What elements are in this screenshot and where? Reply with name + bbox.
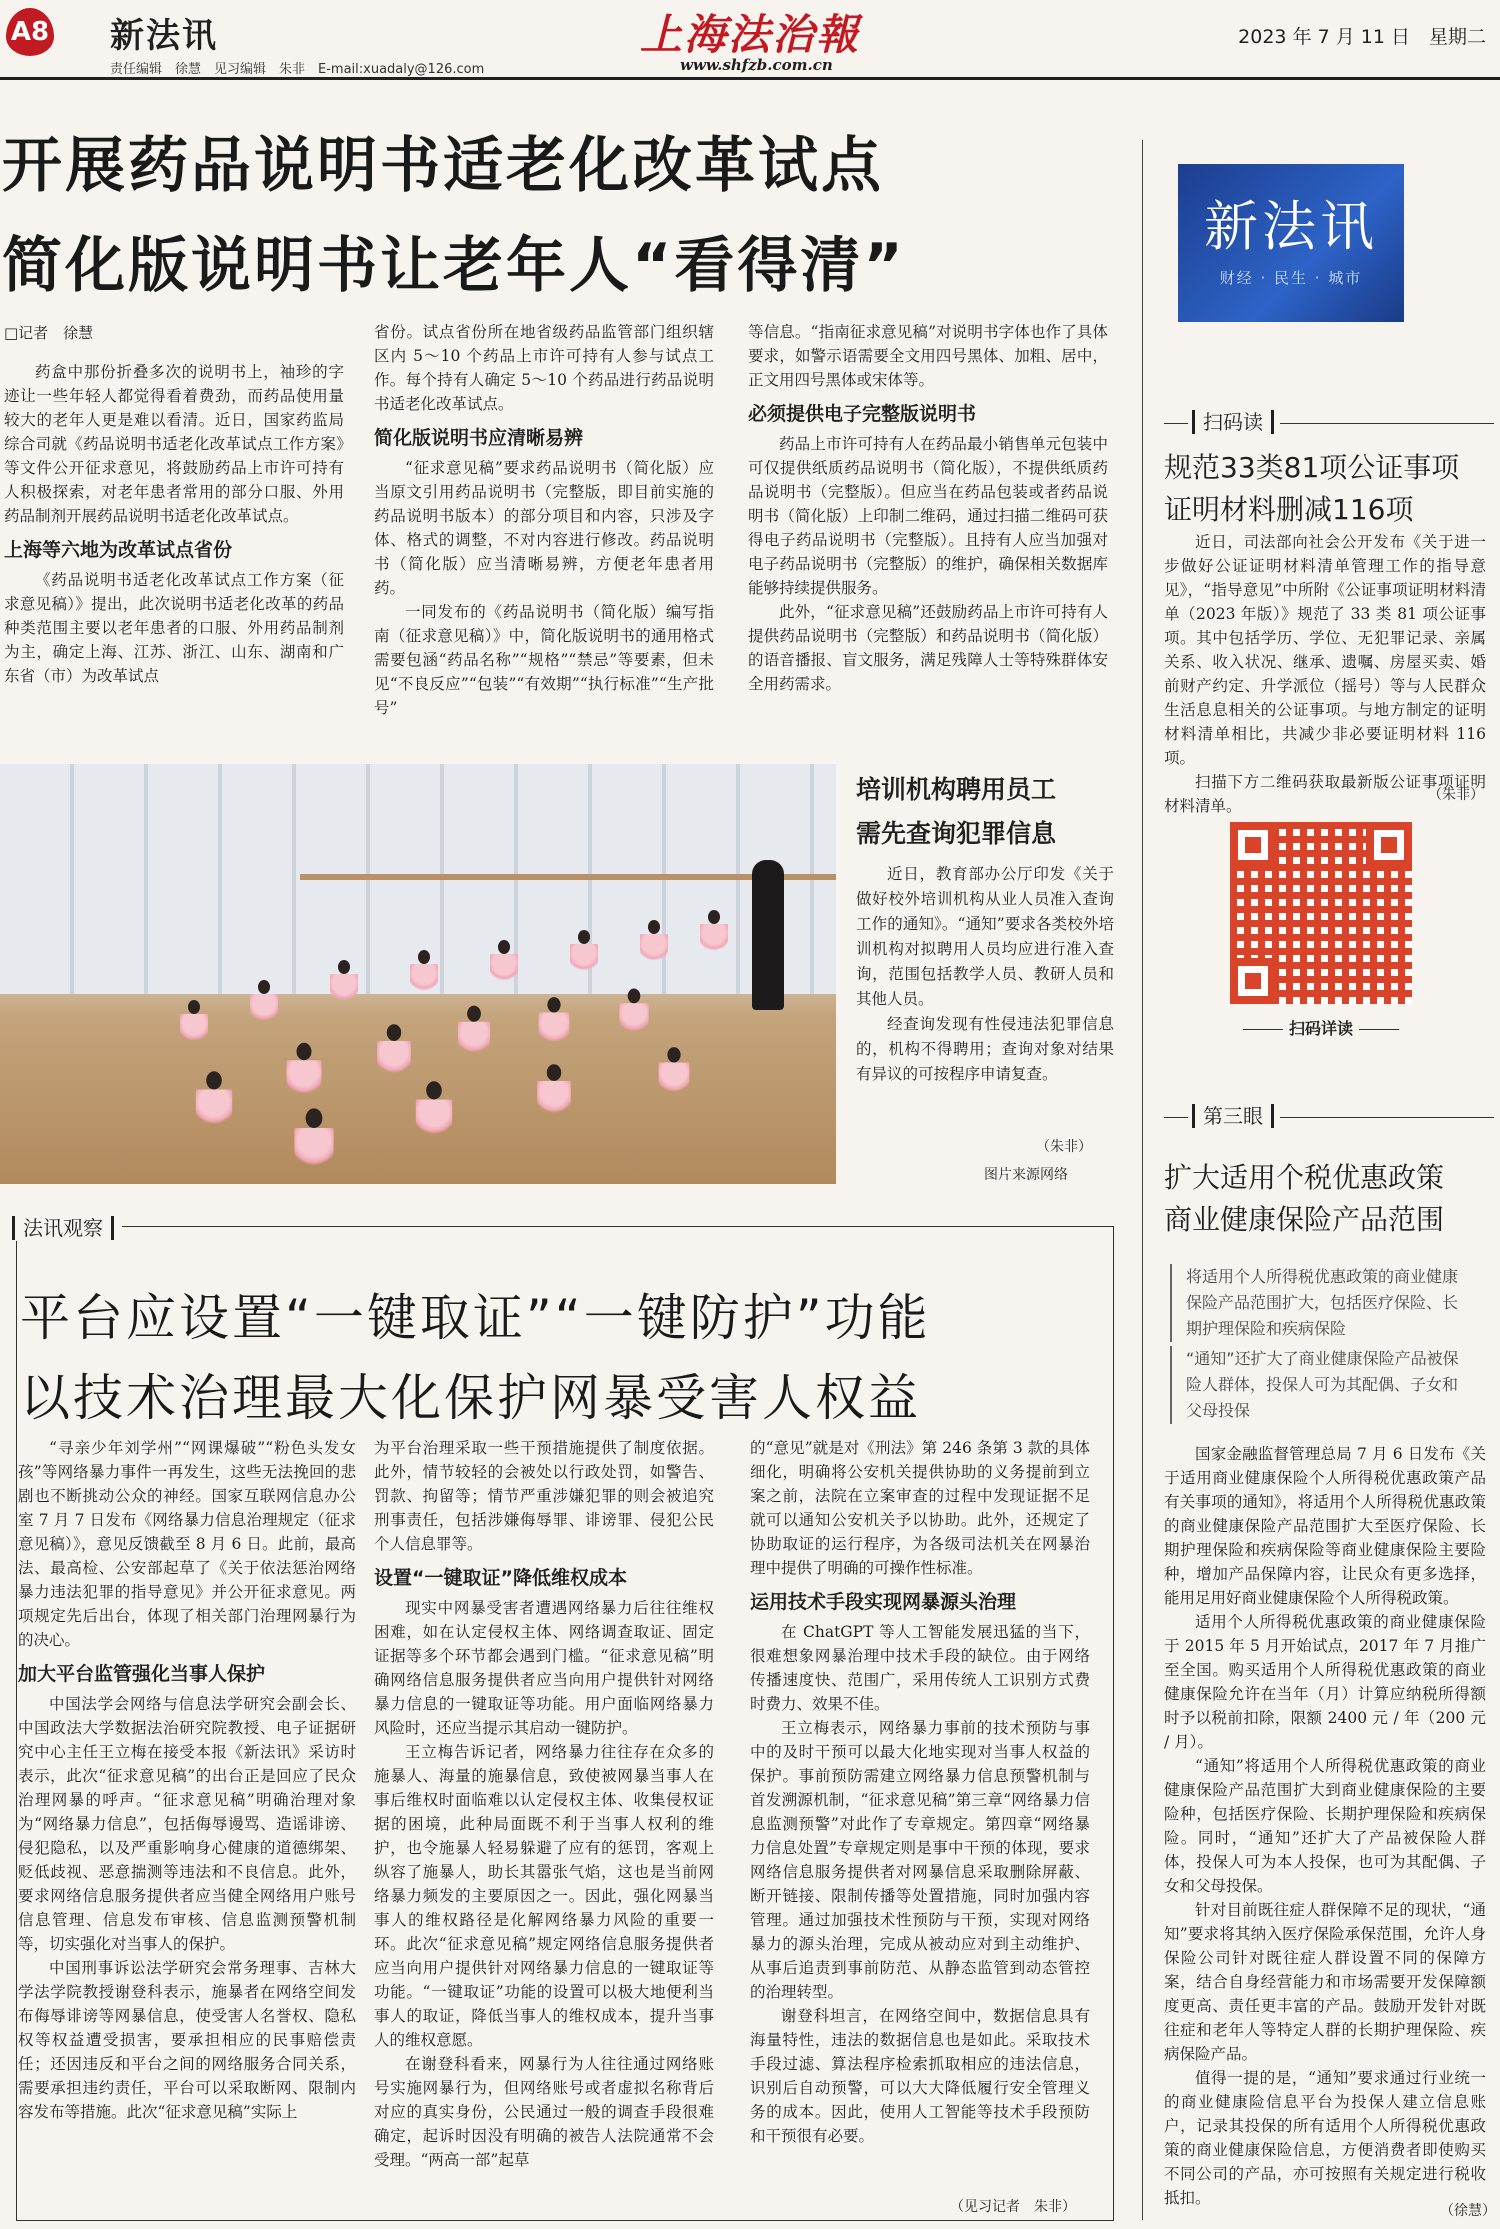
column-text-1 <box>18 1436 356 2124</box>
third-eye-body <box>1164 1442 1486 2210</box>
third-eye-title-1: 扩大适用个税优惠政策 <box>1164 1161 1445 1194</box>
paragraph: 《药品说明书适老化改革试点工作方案（征求意见稿）》提出，此次说明书适老化改革的药品种类范围主要以老年患者的口服、外用药品制剂为主，确定上海、江苏、浙江、山东、湖南和广东省（市）为改革试点 <box>4 571 344 685</box>
subheading: 加大平台监管强化当事人保护 <box>18 1663 266 1685</box>
paragraph: “通知”将适用个人所得税优惠政策的商业健康保险产品范围扩大到商业健康保险的主要险种，包括医疗保险、长期护理保险和疾病保险。同时，“通知”还扩大了产品被保险人群体，投保人可为本人投保，也可为其配偶、子女和父母投保。 <box>1164 1757 1486 1895</box>
paragraph: 近日，教育部办公厅印发《关于做好校外培训机构从业人员准入查询工作的通知》。“通知”要求各类校外培训机构对拟聘用人员均应进行准入查询，范围包括教学人员、教研人员和其他人员。 <box>856 865 1114 1008</box>
lead-column-3 <box>748 320 1108 696</box>
paragraph: 谢登科坦言，在网络空间中，数据信息具有海量特性，违法的数据信息也是如此。采取技术手段过滤、算法程序检索抓取相应的违法信息，识别后自动预警，可以大大降低履行安全管理义务的成本。因此，使用人工智能等技术手段预防和干预很有必要。 <box>750 2007 1090 2145</box>
third-eye-signature: （徐慧） <box>1440 2203 1496 2219</box>
paragraph: 近日，司法部向社会公开发布《关于进一步做好公证证明材料清单管理工作的指导意见》，“指导意见”中所附《公证事项证明材料清单（2023 年版）》规范了 33 类 81 项公证事项。其中包括学历、学位、无犯罪记录、亲属关系、收入状况、继承、遗嘱、房屋买卖、婚前财产约定、升学派位（摇号）等与人民群众生活息息相关的公证事项。与地方制定的证明材料清单相比，共减少非必要证明材料 116 项。 <box>1164 533 1486 767</box>
column-text-3 <box>750 1436 1090 2148</box>
subheading: 运用技术手段实现网暴源头治理 <box>750 1591 1017 1613</box>
third-eye-label <box>1164 1100 1494 1129</box>
paragraph: 针对目前既往症人群保障不足的现状，“通知”要求将其纳入医疗保险承保范围，允许人身保险公司针对既往症人群设置不同的保障方案，结合自身经营能力和市场需要开发保障额度更高、责任更丰富的产品。鼓励开发针对既往症和老年人等特定人群的长期护理保险、疾病保险产品。 <box>1164 1901 1486 2063</box>
paragraph: 现实中网暴受害者遭遇网络暴力后往往维权困难，如在认定侵权主体、网络调查取证、固定证据等多个环节都会遇到门槛。“征求意见稿”明确网络信息服务提供者应当向用户提供针对网络暴力信息的一键取证等功能。用户面临网络暴力风险时，还应当提示其启动一键防护。 <box>374 1599 714 1737</box>
column-text-2 <box>374 1436 714 2172</box>
paragraph: 扫描下方二维码获取最新版公证事项证明材料清单。 <box>1164 773 1486 815</box>
paragraph: 省份。试点省份所在地省级药品监管部门组织辖区内 5～10 个药品上市许可持有人参与试点工作。每个持有人确定 5～10 个药品进行药品说明书适老化改革试点。 <box>374 323 714 413</box>
newspaper-masthead: 上海法治報 <box>640 10 861 59</box>
pull-quote-1: 将适用个人所得税优惠政策的商业健康保险产品范围扩大，包括医疗保险、长期护理保险和疾病保险 <box>1170 1264 1460 1342</box>
subheading: 简化版说明书应清晰易辨 <box>374 427 584 449</box>
photo-story-title-2: 需先查询犯罪信息 <box>856 819 1057 848</box>
byline: □记者 徐慧 <box>4 324 94 342</box>
column-label <box>12 1212 122 1241</box>
lead-column-2 <box>374 320 714 720</box>
editor-credits: 责任编辑 徐慧 见习编辑 朱非 E-mail:xuadaly@126.com <box>110 62 485 77</box>
dance-class-photo <box>0 764 836 1184</box>
qr-caption <box>1230 1016 1412 1039</box>
column-divider <box>1142 140 1143 2220</box>
column-headline-2: 以技术治理最大化保护网暴受害人权益 <box>20 1369 921 1427</box>
paragraph: 王立梅表示，网络暴力事前的技术预防与事中的及时干预可以最大化地实现对当事人权益的保护。事前预防需建立网络暴力信息预警机制与首发溯源机制，“征求意见稿”第三章“网络暴力信息监测预警”对此作了专章规定。第四章“网络暴力信息处置”专章规定则是事中干预的体现，要求网络信息服务提供者对网暴信息采取删除屏蔽、断开链接、限制传播等处置措施，同时加强内容管理。通过加强技术性预防与干预，实现对网络暴力的源头治理，完成从被动应对到主动维护、从事后追责到事前防范、从静态监管到动态管控的治理转型。 <box>750 1719 1090 2001</box>
paragraph: 适用个人所得税优惠政策的商业健康保险于 2015 年 5 月开始试点，2017 年 7 月推广至全国。购买适用个人所得税优惠政策的商业健康保险允许在当年（月）计算应纳税所得额时予以税前扣除，限额 2400 元 / 年（200 元 / 月）。 <box>1164 1613 1486 1751</box>
photo-story-title-1: 培训机构聘用员工 <box>856 775 1057 804</box>
paragraph: 王立梅告诉记者，网络暴力往往存在众多的施暴人、海量的施暴信息，致使被网暴当事人在事后维权时面临难以认定侵权主体、收集侵权证据的困境，此种局面既不利于当事人权利的维护，也令施暴人轻易躲避了应有的惩罚，客观上纵容了施暴人，助长其嚣张气焰，这也是当前网络暴力频发的主要原因之一。因此，强化网暴当事人的维权路径是化解网络暴力风险的重要一环。此次“征求意见稿”规定网络信息服务提供者应当向用户提供针对网络暴力信息的一键取证等功能。“一键取证”功能的设置可以极大地便利当事人的取证，降低当事人的维权成本，提升当事人的维权意愿。 <box>374 1743 714 2049</box>
page-number-badge: A8 <box>6 8 54 56</box>
issue-date: 2023 年 7 月 11 日 星期二 <box>1238 26 1486 48</box>
lead-headline-1: 开展药品说明书适老化改革试点 <box>2 131 884 201</box>
paragraph: “寻亲少年刘学州”“网课爆破”“粉色头发女孩”等网络暴力事件一再发生，这些无法挽回的悲剧也不断挑动公众的神经。国家互联网信息办公室 7 月 7 日发布《网络暴力信息治理规定（征求意见稿）》，意见反馈截至 8 月 6 日。此前，最高法、最高检、公安部起草了《关于依法惩治网络暴力违法犯罪的指导意见》并公开征求意见。两项规定先后出台，体现了相关部门治理网暴行为的决心。 <box>18 1439 356 1649</box>
lead-column-1 <box>4 360 344 688</box>
photo-story-body <box>856 862 1114 1087</box>
column-headline-1: 平台应设置“一键取证”“一键防护”功能 <box>20 1289 931 1347</box>
pull-quote-2: “通知”还扩大了商业健康保险产品被保险人群体，投保人可为其配偶、子女和父母投保 <box>1170 1346 1460 1424</box>
paragraph: 经查询发现有性侵违法犯罪信息的，机构不得聘用；查询对象对结果有异议的可按程序申请复查。 <box>856 1015 1114 1083</box>
scan-body <box>1164 530 1486 818</box>
paragraph: 在谢登科看来，网暴行为人往往通过网络账号实施网暴行为，但网络账号或者虚拟名称背后对应的真实身份，公民通过一般的调查手段很难确定，起诉时因没有明确的被告人法院通常不会受理。“两高一部”起草 <box>374 2055 714 2169</box>
subheading: 上海等六地为改革试点省份 <box>4 539 233 561</box>
logo-subtitle: 财经 · 民生 · 城市 <box>1219 269 1363 287</box>
photo-story-signature: （朱非） <box>1036 1139 1092 1155</box>
paragraph: “征求意见稿”要求药品说明书（简化版）应当原文引用药品说明书（完整版，即目前实施的药品说明书版本）的部分项目和内容，只涉及字体、格式的调整，不对内容进行修改。药品说明书（简化版）应当清晰易辨，方便老年患者用药。 <box>374 459 714 597</box>
column-label-text: 法讯观察 <box>12 1216 114 1240</box>
scan-read-label <box>1164 406 1494 435</box>
scan-read-label-text: 扫码读 <box>1192 410 1274 434</box>
page-header <box>0 0 1500 80</box>
logo-title: 新法讯 <box>1204 195 1378 258</box>
teacher-figure <box>752 860 784 1010</box>
third-eye-title-2: 商业健康保险产品范围 <box>1164 1203 1445 1236</box>
paragraph: 的“意见”就是对《刑法》第 246 条第 3 款的具体细化，明确将公安机关提供协助的义务提前到立案之前，法院在立案审查的过程中发现证据不足就可以通知公安机关予以协助。此外，还规定了协助取证的运行程序，为各级司法机关在网暴治理中提供了明确的可操作性标准。 <box>750 1439 1090 1577</box>
paragraph: 药盒中那份折叠多次的说明书上，袖珍的字迹让一些年轻人都觉得看着费劲，而药品使用量较大的老年人更是难以看清。近日，国家药监局综合司就《药品说明书适老化改革试点工作方案》等文件公开征求意见，将鼓励药品上市许可持有人积极探索，对老年患者常用的部分口服、外用药品制剂开展药品说明书适老化改革试点。 <box>4 363 344 525</box>
paragraph: 为平台治理采取一些干预措施提供了制度依据。此外，情节较轻的会被处以行政处罚，如警告、罚款、拘留等；情节严重涉嫌犯罪的则会被追究刑事责任，包括涉嫌侮辱罪、诽谤罪、侵犯公民个人信息罪等。 <box>374 1439 714 1553</box>
photo-credit: 图片来源网络 <box>984 1167 1068 1183</box>
paragraph: 国家金融监督管理总局 7 月 6 日发布《关于适用商业健康保险个人所得税优惠政策产品有关事项的通知》，将适用个人所得税优惠政策的商业健康保险产品范围扩大至医疗保险、长期护理保险和疾病保险等商业健康保险主要险种，增加产品保障内容，让民众有更多选择，能用足用好商业健康保险个人所得税政策。 <box>1164 1445 1486 1607</box>
column-signature: （见习记者 朱非） <box>950 2199 1076 2215</box>
lead-headline-2: 简化版说明书让老年人“看得清” <box>2 231 906 301</box>
paragraph: 药品上市许可持有人在药品最小销售单元包装中可仅提供纸质药品说明书（简化版），不提供纸质药品说明书（完整版）。但应当在药品包装或者药品说明书（简化版）上印制二维码，通过扫描二维码可获得电子药品说明书（完整版）。且持有人应当加强对电子药品说明书（完整版）的维护，确保相关数据库能够持续提供服务。 <box>748 435 1108 597</box>
third-eye-label-text: 第三眼 <box>1192 1104 1274 1128</box>
subheading: 必须提供电子完整版说明书 <box>748 403 977 425</box>
paragraph: 值得一提的是，“通知”要求通过行业统一的商业健康险信息平台为投保人建立信息账户，记录其投保的所有适用个人所得税优惠政策的商业健康保险信息，方便消费者即使购买不同公司的产品，亦可按照有关规定进行税收抵扣。 <box>1164 2069 1486 2207</box>
subheading: 设置“一键取证”降低维权成本 <box>374 1567 627 1589</box>
qr-code[interactable] <box>1230 822 1412 1004</box>
paragraph: 等信息。“指南征求意见稿”对说明书字体也作了具体要求，如警示语需要全文用四号黑体、加粗、居中，正文用四号黑体或宋体等。 <box>748 323 1108 389</box>
paragraph: 在 ChatGPT 等人工智能发展迅猛的当下，很难想象网暴治理中技术手段的缺位。由于网络传播速度快、范围广，采用传统人工识别方式费时费力、效果不佳。 <box>750 1623 1090 1713</box>
paragraph: 此外，“征求意见稿”还鼓励药品上市许可持有人提供药品说明书（完整版）和药品说明书（简化版）的语音播报、盲文服务，满足残障人士等特殊群体安全用药需求。 <box>748 603 1108 693</box>
section-name: 新法讯 <box>110 16 218 56</box>
paragraph: 一同发布的《药品说明书（简化版）编写指南（征求意见稿）》中，简化版说明书的通用格式需要包涵“药品名称”“规格”“禁忌”等要素，但未见“不良反应”“包装”“有效期”“执行标准”“生产批号” <box>374 603 714 717</box>
xinfaxun-logo-banner <box>1178 164 1404 322</box>
website-url[interactable]: www.shfzb.com.cn <box>680 56 833 74</box>
column-box-top <box>16 1226 1114 1227</box>
scan-title-1: 规范33类81项公证事项 <box>1164 451 1460 484</box>
qr-caption-text: 扫码详读 <box>1288 1019 1353 1038</box>
paragraph: 中国刑事诉讼法学研究会常务理事、吉林大学法学院教授谢登科表示，施暴者在网络空间发布侮辱诽谤等网暴信息，使受害人名誉权、隐私权等权益遭受损害，要承担相应的民事赔偿责任；还因违反和平台之间的网络服务合同关系，需要承担违约责任，平台可以采取断网、限制内容发布等措施。此次“征求意见稿”实际上 <box>18 1959 356 2121</box>
scan-signature: （朱非） <box>1428 787 1484 803</box>
paragraph: 中国法学会网络与信息法学研究会副会长、中国政法大学数据法治研究院教授、电子证据研究中心主任王立梅在接受本报《新法讯》采访时表示，此次“征求意见稿”的出台正是回应了民众治理网暴的呼声。“征求意见稿”明确治理对象为“网络暴力信息”，包括侮辱谩骂、造谣诽谤、侵犯隐私，以及严重影响身心健康的道德绑架、贬低歧视、恶意揣测等违法和不良信息。此外，要求网络信息服务提供者应当健全网络用户账号信息管理、信息发布审核、信息监测预警机制等，切实强化对当事人的保护。 <box>18 1695 356 1953</box>
scan-title-2: 证明材料删减116项 <box>1164 493 1414 526</box>
